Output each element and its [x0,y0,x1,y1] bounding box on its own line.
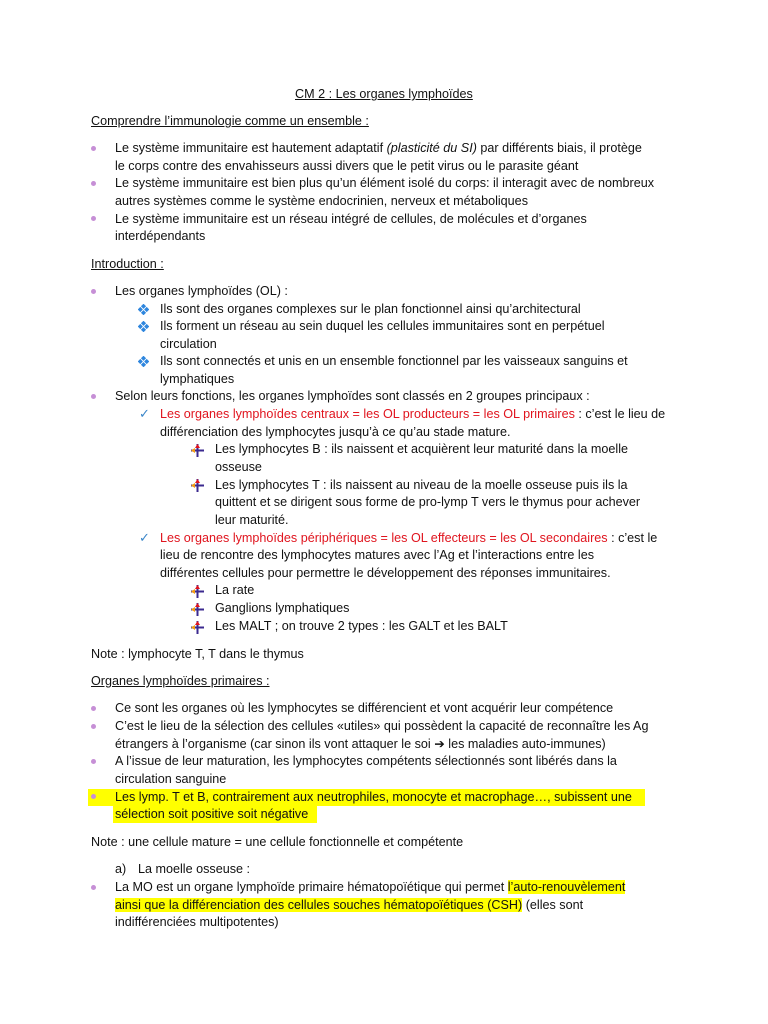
text-line: Les organes lymphoïdes (OL) : [115,284,288,298]
text-line: Ils sont des organes complexes sur le plan fonctionnel ainsi qu’architectural [160,302,581,316]
text-line: Selon leurs fonctions, les organes lymphoïdes sont classés en 2 groupes principaux : [115,389,590,403]
bullet-dot-icon [91,289,96,294]
arrow-bullet-icon [191,603,204,616]
text-line: circulation sanguine [115,772,227,786]
highlighted-text-line: sélection soit positive soit négative [115,807,309,821]
bullet-dot-icon [91,181,96,186]
arrow-bullet-icon [191,444,204,457]
text-line: autres systèmes comme le système endocrinien, nerveux et métaboliques [115,194,528,208]
checkmark-icon: ✓ [139,530,150,545]
text-line: lieu de rencontre des lymphocytes matures avec l’Ag et l’interactions entre les [160,548,594,562]
text-line: Ce sont les organes où les lymphocytes se différencient et vont acquérir leur compétence [115,701,614,715]
highlighted-text-line: Les lymp. T et B, contrairement aux neutrophiles, monocyte et macrophage…, subissent une [115,790,632,804]
text-line: Les lymphocytes T : ils naissent au niveau de la moelle osseuse puis ils la [215,478,628,492]
diamond-bullet-icon [138,321,149,332]
text-line: différentes cellules pour permettre le développement des réponses immunitaires. [160,566,611,580]
right-arrow-icon: ➔ [434,737,445,751]
page-title: CM 2 : Les organes lymphoïdes [295,87,473,101]
text-line: Ganglions lymphatiques [215,601,350,615]
bullet-dot-icon [91,706,96,711]
text-line: Les MALT ; on trouve 2 types : les GALT et les BALT [215,619,508,633]
text-line: quittent et se dirigent sous forme de pro-lymp T vers le thymus pour achever [215,495,641,509]
bullet-dot-icon [91,724,96,729]
bullet-dot-icon [91,794,96,799]
arrow-bullet-icon [191,585,204,598]
note-text: Note : lymphocyte T, T dans le thymus [91,647,304,661]
text-line: A l’issue de leur maturation, les lymphocytes compétents sélectionnés sont libérés dans la [115,754,617,768]
text-line: osseuse [215,460,262,474]
diamond-bullet-icon [138,356,149,367]
text-line: Les organes lymphoïdes périphériques = les OL effecteurs = les OL secondaires : c’est le [160,531,658,545]
text-line: Le système immunitaire est bien plus qu’un élément isolé du corps: il interagit avec de nombreux [115,176,655,190]
checkmark-icon: ✓ [139,406,150,421]
text-line: Le système immunitaire est un réseau intégré de cellules, de molécules et d’organes [115,212,587,226]
section-heading: Comprendre l’immunologie comme un ensemble : [91,114,369,128]
text-line: indifférenciées multipotentes) [115,915,279,929]
subsection-heading: La moelle osseuse : [138,862,251,876]
text-line: Les lymphocytes B : ils naissent et acquièrent leur maturité dans la moelle [215,442,628,456]
bullet-dot-icon [91,394,96,399]
text-line: le corps contre des envahisseurs aussi divers que le petit virus ou le parasite géant [115,159,579,173]
arrow-bullet-icon [191,479,204,492]
text-line: circulation [160,337,217,351]
diamond-bullet-icon [138,304,149,315]
section-heading: Organes lymphoïdes primaires : [91,674,270,688]
bullet-dot-icon [91,759,96,764]
section-heading: Introduction : [91,257,164,271]
text-line: C’est le lieu de la sélection des cellules «utiles» qui possèdent la capacité de reconnaître les Ag [115,719,649,733]
arrow-bullet-icon [191,621,204,634]
bullet-dot-icon [91,216,96,221]
text-line: La MO est un organe lymphoïde primaire hématopoïétique qui permet l’auto-renouvèlement [115,880,626,894]
text-line: étrangers à l’organisme (car sinon ils vont attaquer le soi ➔ les maladies auto-immunes) [115,737,606,751]
text-line: Le système immunitaire est hautement adaptatif (plasticité du SI) par différents biais, il protège [115,141,642,155]
text-line: La rate [215,583,255,597]
text-line: ainsi que la différenciation des cellules souches hématopoïétiques (CSH) (elles sont [115,898,584,912]
text-line: leur maturité. [215,513,289,527]
text-line: différenciation des lymphocytes jusqu’à ce qu’au stade mature. [160,425,511,439]
text-line: interdépendants [115,229,206,243]
note-text: Note : une cellule mature = une cellule fonctionnelle et compétente [91,835,464,849]
text-line: Ils forment un réseau au sein duquel les cellules immunitaires sont en perpétuel [160,319,605,333]
list-letter: a) [115,862,127,876]
bullet-dot-icon [91,885,96,890]
text-line: Les organes lymphoïdes centraux = les OL producteurs = les OL primaires : c’est le lieu de [160,407,666,421]
bullet-dot-icon [91,146,96,151]
text-line: Ils sont connectés et unis en un ensemble fonctionnel par les vaisseaux sanguins et [160,354,628,368]
text-line: lymphatiques [160,372,235,386]
